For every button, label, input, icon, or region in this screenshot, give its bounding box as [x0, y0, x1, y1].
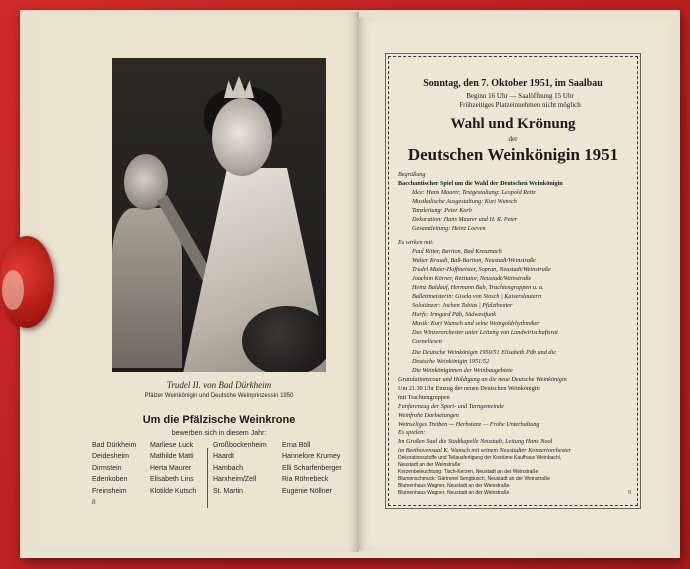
program-line: Ballettmeisterin: Gisela von Stosch | Kaiserslautern	[412, 293, 542, 300]
program-line: Das Winzerorchester unter Leitung von Landwirtschaftsrat	[412, 329, 558, 336]
program-line: Musikalische Ausgestaltung: Kurt Wunsch	[412, 198, 517, 205]
footer-line: Blumenschmuck: Gärtnerei Sengbusch, Neustadt an der Weinstraße	[398, 476, 550, 482]
event-start-time: Beginn 16 Uhr — Saalöffnung 15 Uhr	[466, 92, 574, 100]
program-title: Wahl und Krönung	[450, 116, 576, 132]
program-line: Heinz Baldauf, Hermann Bub, Trachtengruppen u. a.	[412, 284, 544, 291]
program-line: Deutsche Weinkönigin 1951/52	[412, 358, 490, 365]
list-item: Erna Böll	[282, 442, 311, 449]
list-item: St. Martin	[213, 487, 243, 495]
program-line: Gesamtleitung: Heinz Loeven	[412, 225, 486, 232]
list-item: Herta Maurer	[150, 464, 192, 472]
program-line: mit Trachtengruppen	[398, 394, 450, 401]
event-date-line: Sonntag, den 7. Oktober 1951, im Saalbau	[423, 78, 603, 89]
program-title-connector: der	[508, 135, 518, 143]
list-item: Mathilde Matti	[150, 453, 194, 461]
program-line: im Beethovensaal K. Wunsch mit seinem Neustadter Konzertorchester	[398, 447, 571, 454]
program-line: Weinfrohe Darbietungen	[398, 412, 459, 419]
wine-queen-photo	[112, 58, 326, 372]
program-line: Paul Ritter, Bariton, Bad Kreuznach	[412, 248, 502, 255]
footer-line: Blumenhaus Wagner, Neustadt an der Weinstraße	[398, 490, 510, 496]
photo-second-figure-body	[112, 208, 182, 368]
photo-crown	[224, 76, 254, 98]
list-item: Ria Röhrebeck	[282, 476, 329, 484]
sponsor-footer	[398, 455, 628, 497]
program-line: Tanzleitung: Peter Korb	[412, 207, 472, 214]
cap-highlight	[2, 270, 24, 310]
program-line: Begrüßung	[398, 171, 426, 178]
program-line: Fanfarenzug der Sport- und Turngemeinde	[398, 403, 504, 410]
candidates-heading: Um die Pfälzische Weinkrone	[142, 414, 296, 426]
program-line: Solotänzer: Jochen Tobias | Pfalztheater	[412, 302, 513, 309]
program-section-music	[398, 428, 628, 455]
left-page-number: 8	[92, 498, 96, 506]
program-line: Walter Kraudt, Baß-Bariton, Neustadt/Weinstraße	[412, 257, 536, 264]
list-item: Edenkoben	[92, 476, 128, 484]
program-line: Harfe: Irmgard Päb, Südwestfunk	[412, 311, 496, 318]
list-item: Harxheim/Zell	[213, 476, 257, 484]
program-line: Gratulationscour und Huldigung an die neue Deutsche Weinkönigin	[398, 376, 567, 383]
photo-dark-object	[242, 306, 326, 372]
list-item: Klotilde Kutsch	[150, 487, 197, 495]
list-item: Hambach	[213, 464, 243, 472]
candidate-towns-col-2	[213, 440, 267, 497]
program-line: Musik: Kurt Wunsch und seine Weingoldrhythmiker	[412, 320, 540, 327]
list-item: Elisabeth Lins	[150, 476, 194, 484]
list-item: Haardt	[213, 453, 235, 461]
program-line: Joachim Körner, Rezitator, Neustadt/Weinstraße	[412, 275, 532, 282]
footer-line: Kerzenbeleuchtung: Tisch-Kerzen, Neustadt an der Weinstraße	[398, 469, 539, 475]
program-section-ceremony	[398, 348, 628, 429]
program-section-play	[398, 170, 628, 233]
list-item: Hannelore Krumey	[282, 453, 341, 461]
program-section-cast	[398, 238, 628, 346]
event-note: Frühzeitiges Platzeinnehmen nicht möglich	[459, 101, 581, 109]
list-item: Marliese Luck	[150, 442, 194, 449]
program-line: Es wirken mit:	[398, 239, 435, 246]
program-line: Es spielen:	[398, 429, 426, 436]
program-line: Idee: Hans Maurer, Textgestaltung: Leopold Reitz	[412, 189, 536, 196]
list-item: Elli Scharfenberger	[282, 464, 342, 472]
list-item: Freinsheim	[92, 487, 127, 495]
candidate-towns-col-1	[92, 440, 136, 497]
program-line: Weinseliges Treiben — Herbstanz — Frohe Unterhaltung	[398, 421, 540, 428]
candidate-names-col-1	[150, 440, 196, 497]
right-page-number: 9	[628, 490, 631, 496]
program-line: Im Großen Saal die Stadtkapelle Neustadt, Leitung Hans Nool	[398, 438, 553, 445]
photo-caption-subtitle: Pfälzer Weinkönigin und Deutsche Weinprinzessin 1950	[144, 393, 294, 399]
program-line: Trudel Maier-Hoffmeister, Sopran, Neustadt/Weinstraße	[412, 266, 551, 273]
candidate-names-col-2	[282, 440, 342, 497]
list-item: Eugenie Nöllner	[282, 487, 332, 495]
list-item: Dirmstein	[92, 464, 122, 472]
program-line: Um 21.30 Uhr Einzug der neuen Deutschen Weinkönigin	[398, 385, 540, 392]
footer-line: Blumenhaus Wagner, Neustadt an der Weinstraße	[398, 483, 510, 489]
program-line: Die Deutsche Weinkönigin 1950/51 Elisabeth Päb und die	[412, 349, 556, 356]
column-divider	[207, 448, 208, 508]
footer-line: Neustadt an der Weinstraße	[398, 462, 461, 468]
list-item: Großbockenheim	[213, 442, 267, 449]
program-line: Dekoration: Hans Maurer und H. R. Peter	[412, 216, 518, 223]
program-line: Die Weinköniginnen der Weinbaugebiete	[412, 367, 513, 374]
footer-line: Dekorationsstoffe und Teilausfertigung der Kostüme Kaufhaus Weinbachl,	[398, 455, 562, 461]
list-item: Bad Dürkheim	[92, 442, 137, 449]
photo-queen-face	[212, 98, 272, 176]
list-item: Deidesheim	[92, 453, 129, 461]
photo-caption-title: Trudel II. von Bad Dürkheim	[166, 380, 272, 390]
program-line: Bacchantischer Spiel um die Wahl der Deutschen Weinkönigin	[398, 180, 563, 187]
program-line: Corneliesen	[412, 338, 442, 345]
candidates-subheading: bewerben sich in diesem Jahr:	[171, 430, 267, 437]
program-title-main: Deutschen Weinkönigin 1951	[407, 145, 619, 164]
